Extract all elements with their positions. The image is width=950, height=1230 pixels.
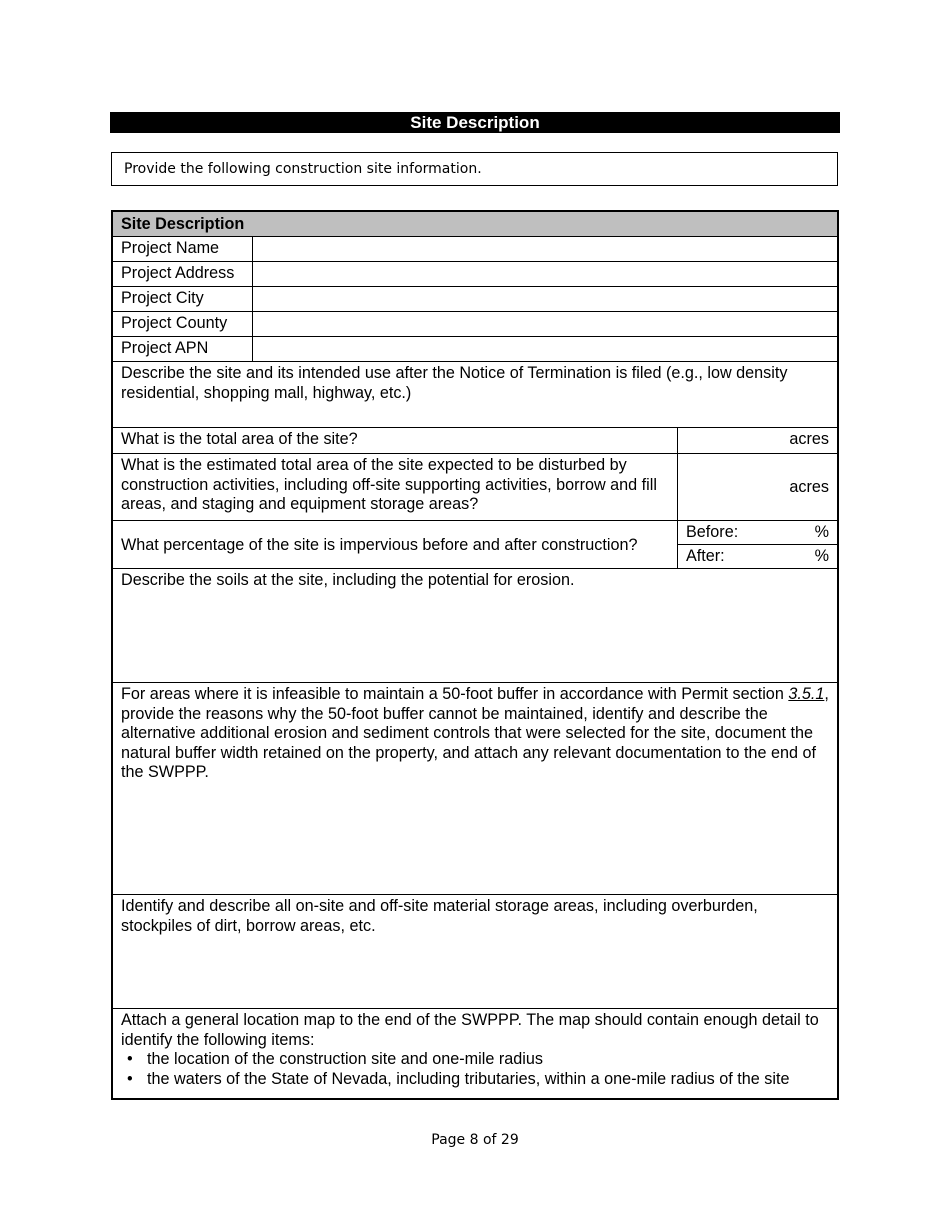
page-number: Page 8 of 29 (431, 1132, 519, 1148)
impervious-before-label: Before: (686, 523, 739, 541)
project-city-row (113, 286, 837, 311)
buffer-field[interactable] (113, 682, 837, 894)
intended-use-field[interactable] (113, 361, 837, 427)
project-apn-label: Project APN (113, 337, 253, 361)
project-name-field[interactable] (253, 237, 837, 261)
site-description-form (111, 210, 839, 1100)
instructions-box (111, 152, 838, 186)
map-items-list (121, 1050, 829, 1089)
project-apn-row (113, 336, 837, 361)
map-item: • the waters of the State of Nevada, including tributaries, within a one-mile radius of the site (147, 1070, 829, 1090)
project-address-row (113, 261, 837, 286)
total-area-unit: acres (789, 430, 829, 448)
impervious-question: What percentage of the site is impervious before and after construction? (121, 535, 638, 554)
impervious-after-field[interactable] (678, 544, 837, 568)
section-title-bar: Site Description (110, 112, 840, 133)
impervious-after-unit: % (814, 547, 829, 566)
permit-section-ref: 3.5.1 (788, 685, 825, 703)
instructions-text: Provide the following construction site information. (124, 161, 482, 177)
form-header: Site Description (113, 212, 837, 236)
project-city-label: Project City (113, 287, 253, 311)
map-prompt: Attach a general location map to the end of the SWPPP. The map should contain enough detail to identify the following items: (121, 1011, 819, 1049)
disturbed-area-question: What is the estimated total area of the site expected to be disturbed by construction activities, including off-site supporting activities, borrow and fill areas, and staging and equipment storage areas? (121, 456, 657, 513)
impervious-row (113, 520, 837, 568)
project-name-label: Project Name (113, 237, 253, 261)
project-county-row (113, 311, 837, 336)
map-item: • the location of the construction site and one-mile radius (147, 1050, 829, 1070)
project-address-label: Project Address (113, 262, 253, 286)
soils-prompt: Describe the soils at the site, including the potential for erosion. (121, 571, 575, 589)
project-city-field[interactable] (253, 287, 837, 311)
project-county-field[interactable] (253, 312, 837, 336)
project-address-field[interactable] (253, 262, 837, 286)
impervious-answers (677, 521, 837, 568)
total-area-question: What is the total area of the site? (121, 430, 358, 448)
disturbed-area-unit: acres (789, 478, 829, 497)
disturbed-area-row (113, 453, 837, 520)
buffer-prompt-post: , provide the reasons why the 50-foot buffer cannot be maintained, identify and describe the alternative additional erosion and sediment controls that were selected for the site, document the natural buffer width retained on the property, and attach any relevant documentation to the end of the SWPPP. (121, 685, 829, 781)
project-county-label: Project County (113, 312, 253, 336)
buffer-prompt (121, 685, 829, 783)
impervious-after-label: After: (686, 547, 725, 566)
impervious-before-unit: % (814, 523, 829, 541)
impervious-before-field[interactable] (678, 521, 837, 544)
total-area-row (113, 427, 837, 453)
location-map-block (113, 1008, 837, 1098)
disturbed-area-field[interactable] (677, 454, 837, 520)
project-apn-field[interactable] (253, 337, 837, 361)
project-name-row (113, 236, 837, 261)
total-area-field[interactable] (677, 428, 837, 453)
soils-field[interactable] (113, 568, 837, 682)
impervious-question-cell (113, 521, 677, 568)
storage-field[interactable] (113, 894, 837, 1008)
intended-use-prompt: Describe the site and its intended use after the Notice of Termination is filed (e.g., low density residential, shopping mall, highway, etc.) (121, 364, 788, 402)
buffer-prompt-pre: For areas where it is infeasible to maintain a 50-foot buffer in accordance with Permit section (121, 685, 789, 703)
storage-prompt: Identify and describe all on-site and off-site material storage areas, including overburden, stockpiles of dirt, borrow areas, etc. (121, 897, 758, 935)
